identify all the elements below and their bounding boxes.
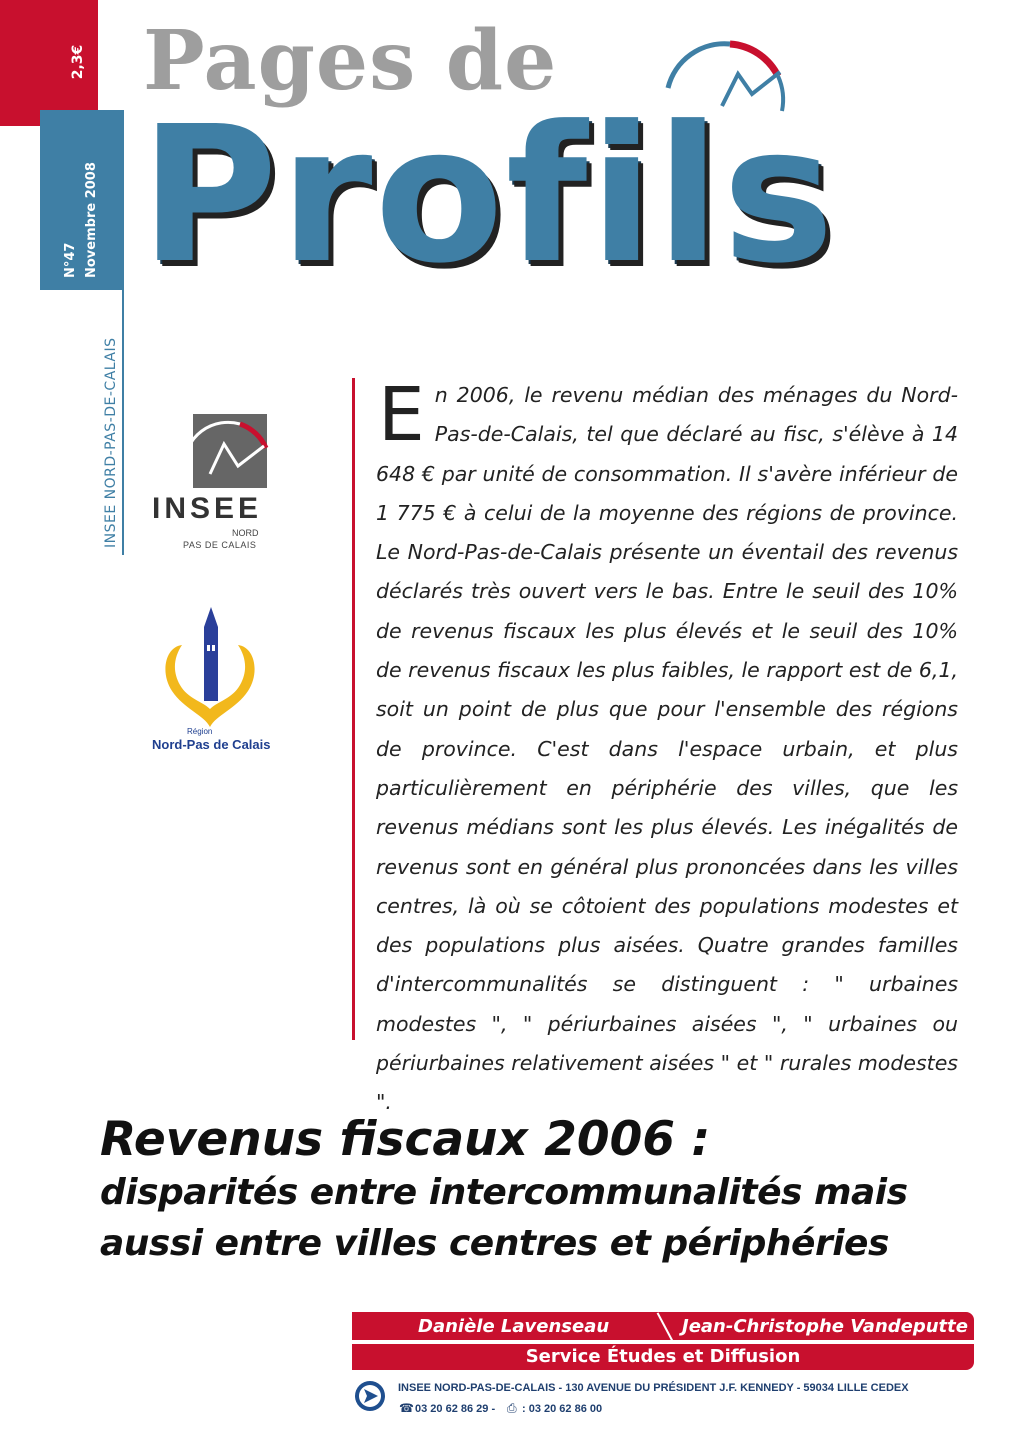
- contact-address: INSEE NORD-PAS-DE-CALAIS - 130 AVENUE DU PRÉSIDENT J.F. KENNEDY - 59034 LILLE CEDEX: [398, 1382, 909, 1394]
- insee-logo-sub-pdc: PAS DE CALAIS: [183, 540, 257, 550]
- masthead-profils: Profils: [140, 86, 837, 305]
- side-divider: [122, 290, 124, 555]
- author-2: Jean-Christophe Vandeputte: [682, 1316, 968, 1337]
- insee-logo-arc-icon: [180, 418, 270, 478]
- document-subtitle-line2: aussi entre villes centres et périphéries: [100, 1223, 889, 1264]
- price-label: [0, 0, 98, 126]
- fax-icon: ⎙: [507, 1401, 517, 1415]
- intro-body: n 2006, le revenu médian des ménages du Nord-Pas-de-Calais, tel que déclaré au fisc, s'élève à 14 648 € par unité de consommation. Il s'avère inférieur de 1 775 € à celui de la moyenne des régions de province. Le Nord-Pas-de-Calais présente un éventail des revenus déclarés très ouvert vers le bas. Entre le seuil des 10% de revenus fiscaux les plus élevés et le seuil des 10% de revenus fiscaux les plus faibles, le rapport est de 6,1, soit un point de plus que pour l'ensemble des régions de province. C'est dans l'espace urbain, et plus particulièrement en périphérie des villes, que les revenus médians sont les plus élevés. Les inégalités de revenus sont en général plus prononcées dans les villes centres, là où se côtoient des populations modestes et des populations plus aisées. Quatre grandes familles d'intercommunalités se distinguent : " urbaines modestes ", " périurbaines aisées ", " urbaines ou périurbaines relativement aisées " et " rurales modestes ".: [376, 383, 958, 1115]
- document-subtitle-line1: disparités entre intercommunalités mais: [100, 1172, 908, 1213]
- issue-date: Novembre 2008: [84, 162, 99, 278]
- arrow-right-icon: [354, 1380, 386, 1412]
- masthead-arc-logo-icon: [660, 36, 790, 116]
- insee-logo-sub-nord: NORD: [232, 528, 259, 538]
- region-belfry-logo-icon: [160, 605, 260, 735]
- service-label: Service Études et Diffusion: [525, 1346, 801, 1367]
- contact-fax: : 03 20 62 86 00: [522, 1403, 603, 1415]
- phone-icon: ☎: [399, 1401, 414, 1415]
- region-label-small: Région: [187, 727, 213, 736]
- masthead-pages-de: Pages de: [143, 13, 558, 109]
- issue-number: N°47: [63, 242, 78, 278]
- document-title: Revenus fiscaux 2006 :: [100, 1112, 711, 1167]
- side-organisation: INSEE NORD-PAS-DE-CALAIS: [103, 337, 119, 548]
- insee-logo-word: INSEE: [152, 492, 263, 525]
- region-name: Nord-Pas de Calais: [152, 737, 271, 752]
- price-text: 2,3€: [70, 44, 86, 80]
- author-1: Danièle Lavenseau: [418, 1316, 610, 1337]
- intro-red-rule: [352, 378, 355, 1040]
- intro-dropcap: E: [378, 372, 425, 458]
- intro-paragraph: [376, 372, 958, 1123]
- blue-side-band: [40, 110, 124, 290]
- contact-phone: 03 20 62 86 29 -: [415, 1403, 496, 1415]
